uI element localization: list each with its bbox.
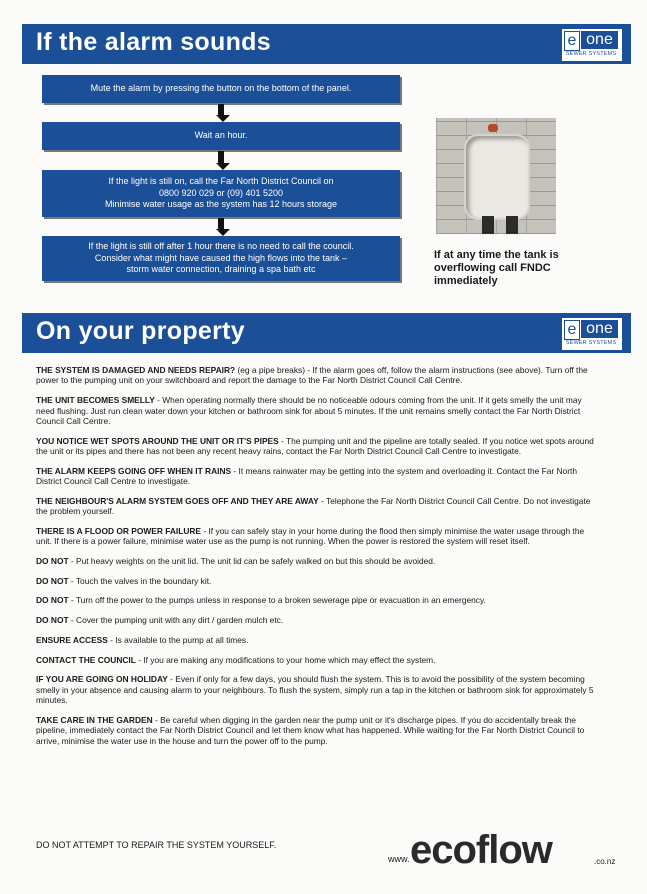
logo-e: e xyxy=(564,320,580,340)
list-item xyxy=(36,576,602,586)
item-heading: DO NOT xyxy=(36,595,69,606)
item-text: - Is available to the pump at all times. xyxy=(107,634,249,645)
arrow-3-icon xyxy=(216,218,226,236)
item-text: - Cover the pumping unit with any dirt / garden mulch etc. xyxy=(68,615,284,626)
overflow-note: If at any time the tank is overflowing call FNDC immediately xyxy=(434,249,559,287)
step-4-text: If the light is still off after 1 hour there is no need to call the council. Consider what might have caused the high flows into the tank – storm water connection, draining a spa bath etc xyxy=(88,241,354,275)
pump-tank-photo xyxy=(436,118,556,234)
item-text: - Telephone the Far North District Council Call Centre. Do not investigate the problem yourself. xyxy=(36,495,591,517)
item-heading: THE ALARM KEEPS GOING OFF WHEN IT RAINS xyxy=(36,465,232,476)
item-text: - If you are making any modifications to your home which may effect the system. xyxy=(135,654,436,665)
alarm-title: If the alarm sounds xyxy=(36,28,271,56)
item-text: - When operating normally there should be no noticeable odours coming from the unit. If it gets smelly the unit may need flushing. Just run clean water down your kitchen or bathroom sink for about 5 minutes. If the unit remains smelly contact the Far North District Council Call Centre. xyxy=(36,395,582,426)
item-text: - Touch the valves in the boundary kit. xyxy=(68,575,212,586)
item-heading: TAKE CARE IN THE GARDEN xyxy=(36,714,153,725)
list-item xyxy=(36,715,602,746)
item-text: - It means rainwater may be getting into the system and overloading it. Contact the Far North District Council Call Centre to investigate. xyxy=(36,465,577,487)
item-heading: DO NOT xyxy=(36,556,69,567)
list-item xyxy=(36,674,602,705)
logo-e: e xyxy=(564,31,580,51)
item-heading: THE SYSTEM IS DAMAGED AND NEEDS REPAIR? xyxy=(36,365,236,375)
alarm-light-icon xyxy=(488,124,498,132)
item-heading: THE NEIGHBOUR'S ALARM SYSTEM GOES OFF AND THEY ARE AWAY xyxy=(36,495,319,506)
brand-name: ecoflow xyxy=(410,828,552,872)
item-text: - Even if only for a few days, you should flush the system. This is to avoid the possibility of the system becoming smelly in your absence and causing alarm to your neighbours. To flush the system, simply run a tap in the kitchen or bathroom sink for approximately 5 minutes. xyxy=(36,674,594,706)
item-heading: IF YOU ARE GOING ON HOLIDAY xyxy=(36,674,168,685)
list-item xyxy=(36,615,602,625)
logo-one: one xyxy=(581,31,618,49)
ecoflow-logo xyxy=(388,828,618,872)
step-2-text: Wait an hour. xyxy=(194,130,248,141)
property-banner xyxy=(22,313,631,353)
step-3-box xyxy=(42,170,400,217)
item-heading: THERE IS A FLOOD OR POWER FAILURE xyxy=(36,525,202,536)
logo-sub: SEWER SYSTEMS xyxy=(565,51,617,57)
step-1-text: Mute the alarm by pressing the button on the bottom of the panel. xyxy=(90,83,352,94)
item-text: - The pumping unit and the pipeline are totally sealed. If you notice wet spots around the unit or its pipes and there has not been any recent heavy rains, contact the Far North District Council Call Centre to investigate. xyxy=(36,435,594,457)
list-item xyxy=(36,365,602,386)
list-item xyxy=(36,496,602,517)
item-text: - Be careful when digging in the garden near the pump unit or it's discharge pipes. If you do accidentally break the pipeline, immediately contact the Far North District Council and let them know what has happened. While waiting for the Far North District Council to arrive, minimise the water use in the house and turn the power off to the pump. xyxy=(36,714,585,746)
arrow-1-icon xyxy=(216,104,226,122)
item-text: - Put heavy weights on the unit lid. The unit lid can be safely walked on but this should be avoided. xyxy=(68,556,436,567)
item-heading: CONTACT THE COUNCIL xyxy=(36,654,136,665)
property-title: On your property xyxy=(36,317,245,345)
property-items xyxy=(36,365,602,755)
footer-warning: DO NOT ATTEMPT TO REPAIR THE SYSTEM YOURSELF. xyxy=(36,840,277,850)
list-item xyxy=(36,526,602,547)
arrow-2-icon xyxy=(216,151,226,170)
brand-tld: .co.nz xyxy=(594,857,616,866)
step-3-text: If the light is still on, call the Far North District Council on 0800 920 029 or (09) 401 5200 Minimise water usage as the system has 12 hours storage xyxy=(104,176,338,210)
item-text: - Turn off the power to the pumps unless in response to a broken sewerage pipe or evacuation in an emergency. xyxy=(68,595,486,606)
item-text: - If you can safely stay in your home during the flood then simply minimise the water usage through the unit. If there is a power failure, minimise water use as the pump is not running. When the power is restored the system will reset itself. xyxy=(36,525,585,547)
item-heading: YOU NOTICE WET SPOTS AROUND THE UNIT OR IT'S PIPES xyxy=(36,435,279,446)
list-item xyxy=(36,556,602,566)
item-text: (eg a pipe breaks) - If the alarm goes off, follow the alarm instructions (see above). Turn off the power to the pumping unit on your switchboard and report the damage to the Far North District Council Call Centre. xyxy=(36,365,588,386)
eone-logo-2 xyxy=(561,317,623,351)
logo-sub: SEWER SYSTEMS xyxy=(565,340,617,346)
item-heading: DO NOT xyxy=(36,575,69,586)
item-heading: THE UNIT BECOMES SMELLY xyxy=(36,395,155,406)
list-item xyxy=(36,466,602,487)
step-4-box xyxy=(42,236,400,281)
item-heading: DO NOT xyxy=(36,615,69,626)
brand-www: www. xyxy=(388,854,410,864)
logo-one: one xyxy=(581,320,618,338)
tank-shape xyxy=(464,134,530,220)
list-item xyxy=(36,655,602,665)
step-1-box xyxy=(42,75,400,103)
alarm-banner xyxy=(22,24,631,64)
step-2-box xyxy=(42,122,400,150)
list-item xyxy=(36,395,602,426)
list-item xyxy=(36,635,602,645)
eone-logo xyxy=(561,28,623,62)
item-heading: ENSURE ACCESS xyxy=(36,634,108,645)
list-item xyxy=(36,436,602,457)
list-item xyxy=(36,595,602,605)
